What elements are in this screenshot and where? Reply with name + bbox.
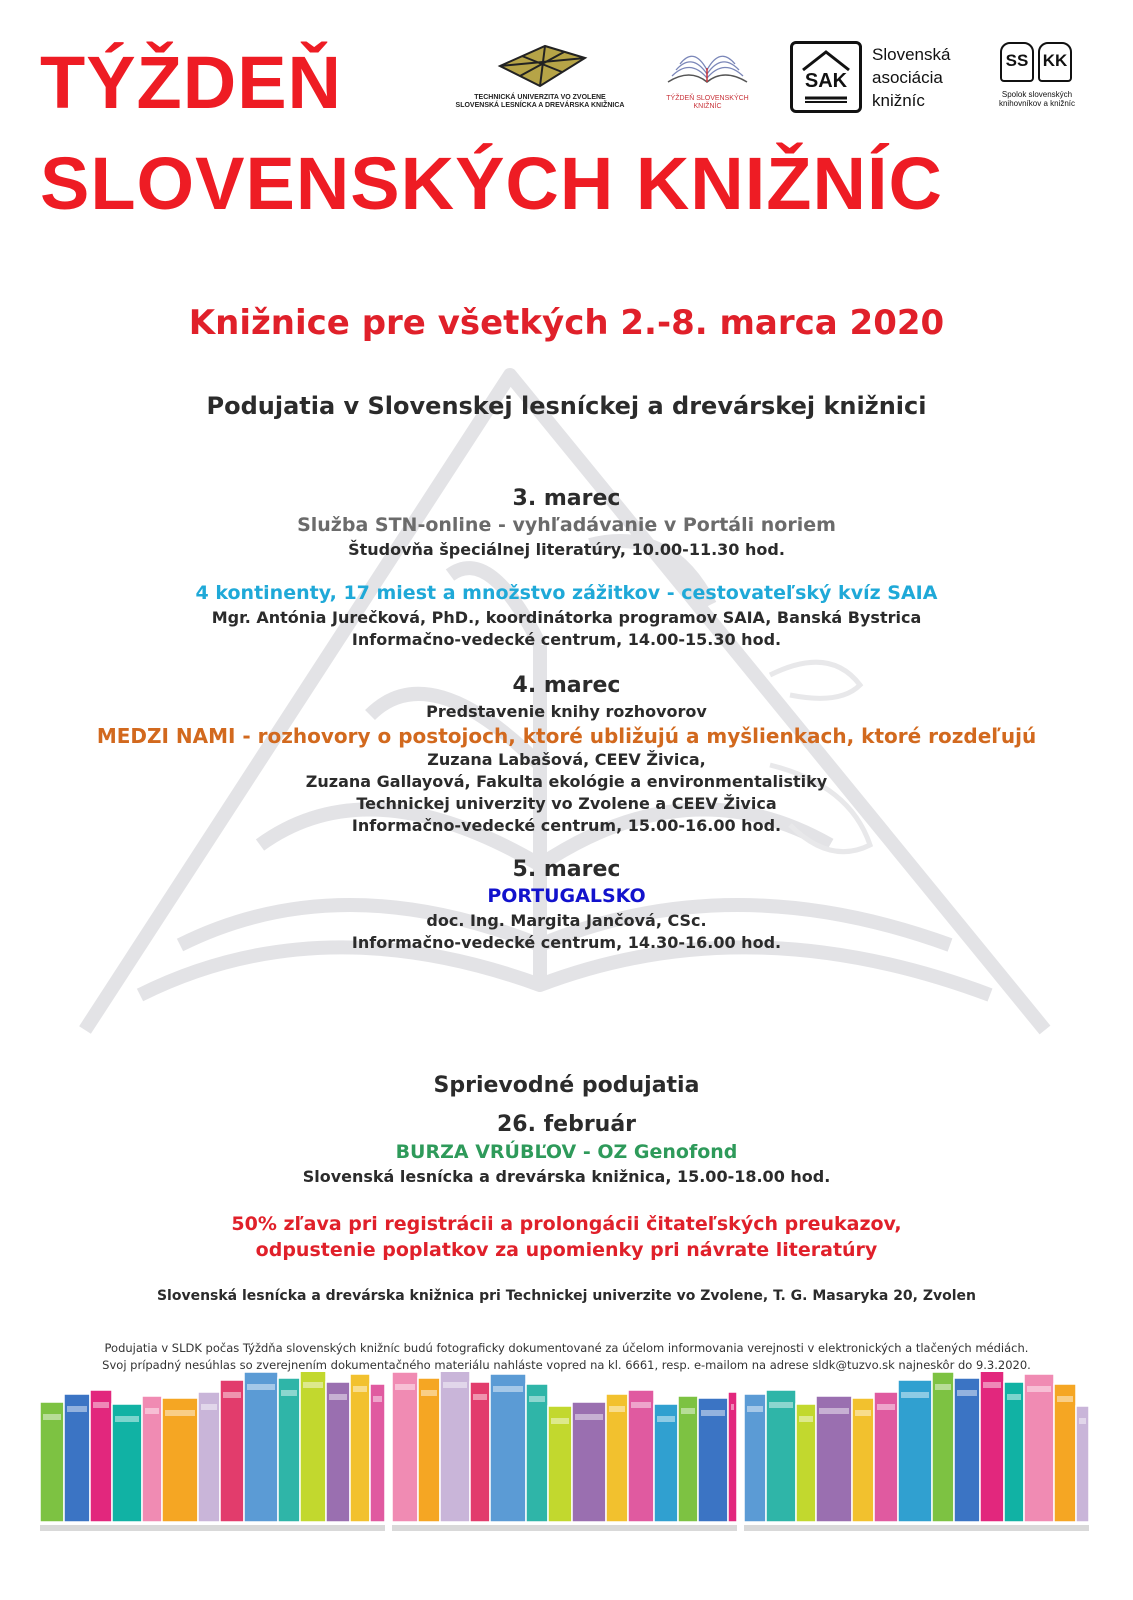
disclaimer xyxy=(0,1340,1133,1374)
disclaimer-line-1: Podujatia v SLDK počas Týždňa slovenských knižníc budú fotograficky dokumentované za účelom informovania verejnosti v elektronických a tlačených médiách. xyxy=(104,1341,1029,1355)
book-band xyxy=(201,1404,217,1410)
sskk-mark-1: SS xyxy=(1000,42,1034,82)
book-band xyxy=(421,1390,437,1396)
shelf xyxy=(392,1525,737,1531)
day3-title: PORTUGALSKO xyxy=(487,885,646,907)
tuzvo-caption-1: TECHNICKÁ UNIVERZITA VO ZVOLENE xyxy=(474,94,606,101)
day1-date: 3. marec xyxy=(512,486,621,511)
day3-date: 5. marec xyxy=(512,857,621,882)
day1-event2-speaker: Mgr. Antónia Jurečková, PhD., koordinátorka programov SAIA, Banská Bystrica xyxy=(211,608,922,627)
book-band xyxy=(1027,1386,1051,1392)
book-band xyxy=(303,1382,323,1388)
book-band xyxy=(67,1406,87,1412)
shelf xyxy=(744,1525,1089,1531)
book-band xyxy=(701,1410,725,1416)
book-band xyxy=(855,1410,871,1416)
book-band xyxy=(43,1414,61,1420)
tsk-logo xyxy=(660,38,755,111)
book-spine xyxy=(852,1398,874,1522)
book-band xyxy=(657,1416,675,1422)
book-band xyxy=(395,1384,415,1390)
book-spine xyxy=(628,1390,654,1522)
book-spine xyxy=(392,1372,418,1522)
book-band xyxy=(165,1410,195,1416)
book-band xyxy=(747,1406,763,1412)
book-spine xyxy=(220,1380,244,1522)
book-band xyxy=(799,1416,813,1422)
book-spine xyxy=(350,1374,370,1522)
book-band xyxy=(115,1416,139,1422)
accompanying-heading: Sprievodné podujatia xyxy=(433,1073,700,1098)
book-spine xyxy=(728,1392,737,1522)
sak-name-1: Slovenská xyxy=(872,45,951,64)
title-line-1: TÝŽDEŇ xyxy=(40,41,342,124)
sak-name-3: knižníc xyxy=(872,91,925,110)
book-band xyxy=(1057,1396,1073,1402)
book-band xyxy=(281,1390,297,1396)
tsk-caption-2: KNIŽNÍC xyxy=(693,103,722,111)
book-spine xyxy=(470,1382,490,1522)
book-spine xyxy=(90,1390,112,1522)
book-spine xyxy=(606,1394,628,1522)
book-band xyxy=(1007,1394,1021,1400)
offer-line-1: 50% zľava pri registrácii a prolongácii čitateľských preukazov, xyxy=(231,1213,902,1235)
book-spine xyxy=(300,1372,326,1522)
book-band xyxy=(1079,1418,1086,1424)
book-band xyxy=(769,1402,793,1408)
day2-intro: Predstavenie knihy rozhovorov xyxy=(426,702,707,721)
book-spine xyxy=(162,1398,198,1522)
book-spine xyxy=(370,1384,385,1522)
book-band xyxy=(935,1384,951,1390)
sskk-caption-1: Spolok slovenských xyxy=(1001,90,1073,99)
book-spine xyxy=(1054,1384,1076,1522)
day2-line3: Technickej univerzity vo Zvolene a CEEV Živica xyxy=(356,794,777,813)
book-band xyxy=(877,1404,895,1410)
tuzvo-emblem-icon xyxy=(440,40,640,90)
book-band xyxy=(443,1382,467,1388)
book-band xyxy=(609,1406,625,1412)
accompanying-title: BURZA VRÚBĽOV - OZ Genofond xyxy=(395,1141,738,1163)
day1-event2-place: Informačno-vedecké centrum, 14.00-15.30 hod. xyxy=(351,630,782,649)
book-spine xyxy=(932,1372,954,1522)
accompanying-place: Slovenská lesnícka a drevárska knižnica, 15.00-18.00 hod. xyxy=(302,1167,831,1186)
subtitle: Knižnice pre všetkých 2.-8. marca 2020 xyxy=(188,303,945,343)
book-spine xyxy=(490,1374,526,1522)
book-spine xyxy=(64,1394,90,1522)
sak-name xyxy=(872,43,950,112)
tuzvo-logo xyxy=(440,40,640,110)
book-spine xyxy=(874,1392,898,1522)
day3-place: Informačno-vedecké centrum, 14.30-16.00 hod. xyxy=(351,933,782,952)
book-band xyxy=(373,1396,382,1402)
book-band xyxy=(957,1390,977,1396)
book-band xyxy=(681,1408,695,1414)
book-band xyxy=(473,1394,487,1400)
book-band xyxy=(631,1402,651,1408)
book-spine xyxy=(440,1372,470,1522)
book-band xyxy=(93,1402,109,1408)
books-border xyxy=(0,1372,1133,1540)
book-spine xyxy=(326,1382,350,1522)
book-spine xyxy=(278,1378,300,1522)
book-spine xyxy=(980,1372,1004,1522)
book-spine xyxy=(142,1396,162,1522)
day1-event2-title: 4 kontinenty, 17 miest a množstvo zážitkov - cestovateľský kvíz SAIA xyxy=(195,582,938,604)
disclaimer-line-2: Svoj prípadný nesúhlas so zverejnením dokumentačného materiálu nahláste vopred na kl. 6661, resp. e-mailom na adrese sldk@tuzvo.sk najneskôr do 9.3.2020. xyxy=(102,1358,1031,1372)
book-spine xyxy=(766,1390,796,1522)
book-band xyxy=(983,1382,1001,1388)
shelf xyxy=(40,1525,385,1531)
book-spine xyxy=(418,1378,440,1522)
sak-name-2: asociácia xyxy=(872,68,943,87)
book-spine xyxy=(198,1392,220,1522)
book-band xyxy=(731,1404,734,1410)
day2-line1: Zuzana Labašová, CEEV Živica, xyxy=(427,750,706,769)
sskk-mark-2: KK xyxy=(1038,42,1072,82)
sak-mark: SAK xyxy=(804,70,848,92)
day2-line2: Zuzana Gallayová, Fakulta ekológie a environmentalistiky xyxy=(305,772,828,791)
book-band xyxy=(529,1396,545,1402)
book-band xyxy=(247,1384,275,1390)
day2-title: MEDZI NAMI - rozhovory o postojoch, ktoré ubližujú a myšlienkach, ktoré rozdeľujú xyxy=(96,724,1037,748)
book-spine xyxy=(526,1384,548,1522)
day2-place: Informačno-vedecké centrum, 15.00-16.00 hod. xyxy=(351,816,782,835)
sskk-logo xyxy=(992,40,1082,108)
accompanying-date: 26. február xyxy=(496,1112,637,1137)
day2-date: 4. marec xyxy=(512,673,621,698)
day3-speaker: doc. Ing. Margita Jančová, CSc. xyxy=(426,911,707,930)
title-line-2: SLOVENSKÝCH KNIŽNÍC xyxy=(40,142,943,225)
book-band xyxy=(353,1386,367,1392)
book-band xyxy=(551,1418,569,1424)
open-book-icon xyxy=(660,38,755,93)
day1-event1-place: Študovňa špeciálnej literatúry, 10.00-11.30 hod. xyxy=(348,540,785,559)
book-spine xyxy=(744,1394,766,1522)
book-spine xyxy=(898,1380,932,1522)
book-band xyxy=(575,1414,603,1420)
book-spine xyxy=(678,1396,698,1522)
book-spine xyxy=(244,1372,278,1522)
book-spine xyxy=(698,1398,728,1522)
book-band xyxy=(145,1408,159,1414)
tuzvo-caption-2: SLOVENSKÁ LESNÍCKA A DREVÁRSKA KNIŽNICA xyxy=(455,102,625,110)
sskk-caption-2: knihovníkov a knižníc xyxy=(998,99,1076,109)
book-band xyxy=(901,1392,929,1398)
book-band xyxy=(223,1392,241,1398)
book-spine xyxy=(1004,1382,1024,1522)
book-band xyxy=(819,1408,849,1414)
book-spine xyxy=(1024,1374,1054,1522)
offer-line-2: odpustenie poplatkov za upomienky pri návrate literatúry xyxy=(255,1239,878,1261)
sak-logo xyxy=(790,41,862,113)
book-band xyxy=(329,1394,347,1400)
book-band xyxy=(493,1386,523,1392)
section-heading: Podujatia v Slovenskej lesníckej a drevárskej knižnici xyxy=(206,392,927,420)
tsk-caption-1: TÝŽDEŇ SLOVENSKÝCH xyxy=(666,95,749,102)
book-spine xyxy=(816,1396,852,1522)
address: Slovenská lesnícka a drevárska knižnica pri Technickej univerzite vo Zvolene, T. G. Masaryka 20, Zvolen xyxy=(156,1288,977,1304)
book-spine xyxy=(954,1378,980,1522)
day1-event1-title: Služba STN-online - vyhľadávanie v Portáli noriem xyxy=(297,514,836,536)
